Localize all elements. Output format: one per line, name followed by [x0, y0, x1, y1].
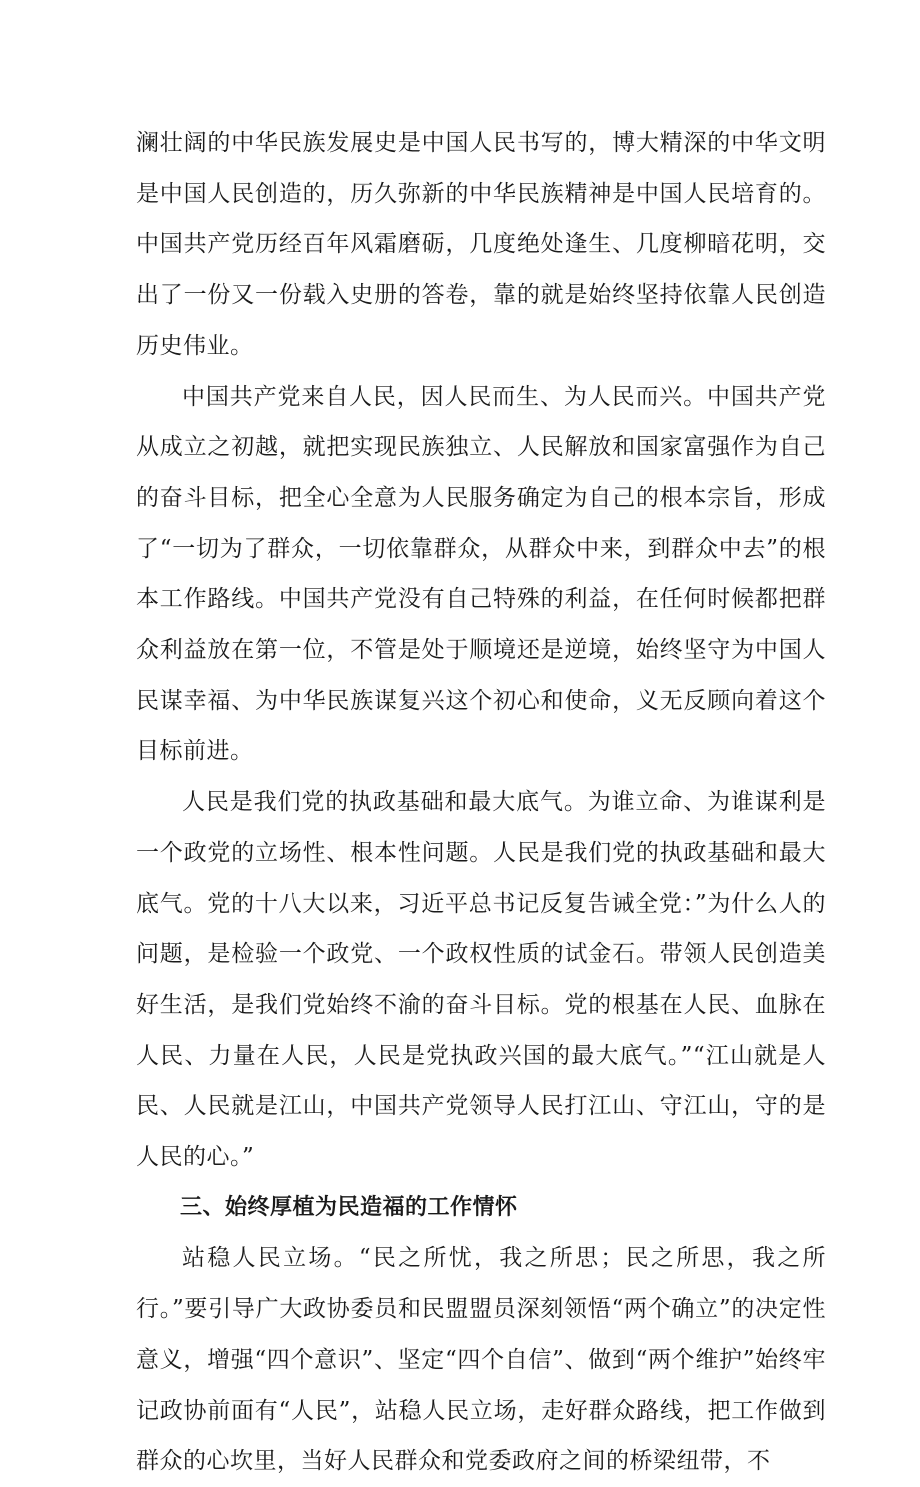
document-body [136, 118, 826, 1487]
paragraph-2: 中国共产党来自人民，因人民而生、为人民而兴。中国共产党从成立之初越，就把实现民族独立、人民解放和国家富强作为自己的奋斗目标，把全心全意为人民服务确定为自己的根本宗旨，形成了“一切为了群众，一切依靠群众，从群众中来，到群众中去”的根本工作路线。中国共产党没有自己特殊的利益，在任何时候都把群众利益放在第一位，不管是处于顺境还是逆境，始终坚守为中国人民谋幸福、为中华民族谋复兴这个初心和使命，义无反顾向着这个目标前进。 [136, 383, 826, 765]
paragraph-3: 人民是我们党的执政基础和最大底气。为谁立命、为谁谋利是一个政党的立场性、根本性问题。人民是我们党的执政基础和最大底气。党的十八大以来，习近平总书记反复告诫全党：”为什么人的问题，是检验一个政党、一个政权性质的试金石。带领人民创造美好生活，是我们党始终不渝的奋斗目标。党的根基在人民、血脉在人民、力量在人民，人民是党执政兴国的最大底气。”“江山就是人民、人民就是江山，中国共产党领导人民打江山、守江山，守的是人民的心。” [136, 789, 826, 1171]
paragraph-4: 站稳人民立场。“民之所忧，我之所思；民之所思，我之所行。”要引导广大政协委员和民盟盟员深刻领悟“两个确立”的决定性意义，增强“四个意识”、坚定“四个自信”、做到“两个维护”始终牢记政协前面有“人民”，站稳人民立场，走好群众路线，把工作做到群众的心坎里，当好人民群众和党委政府之间的桥梁纽带，不 [136, 1245, 826, 1475]
section-heading: 三、始终厚植为民造福的工作情怀 [180, 1194, 518, 1220]
paragraph-1: 澜壮阔的中华民族发展史是中国人民书写的，博大精深的中华文明是中国人民创造的，历久弥新的中华民族精神是中国人民培育的。中国共产党历经百年风霜磨砺，几度绝处逢生、几度柳暗花明，交出了一份又一份载入史册的答卷，靠的就是始终坚持依靠人民创造历史伟业。 [136, 130, 826, 359]
